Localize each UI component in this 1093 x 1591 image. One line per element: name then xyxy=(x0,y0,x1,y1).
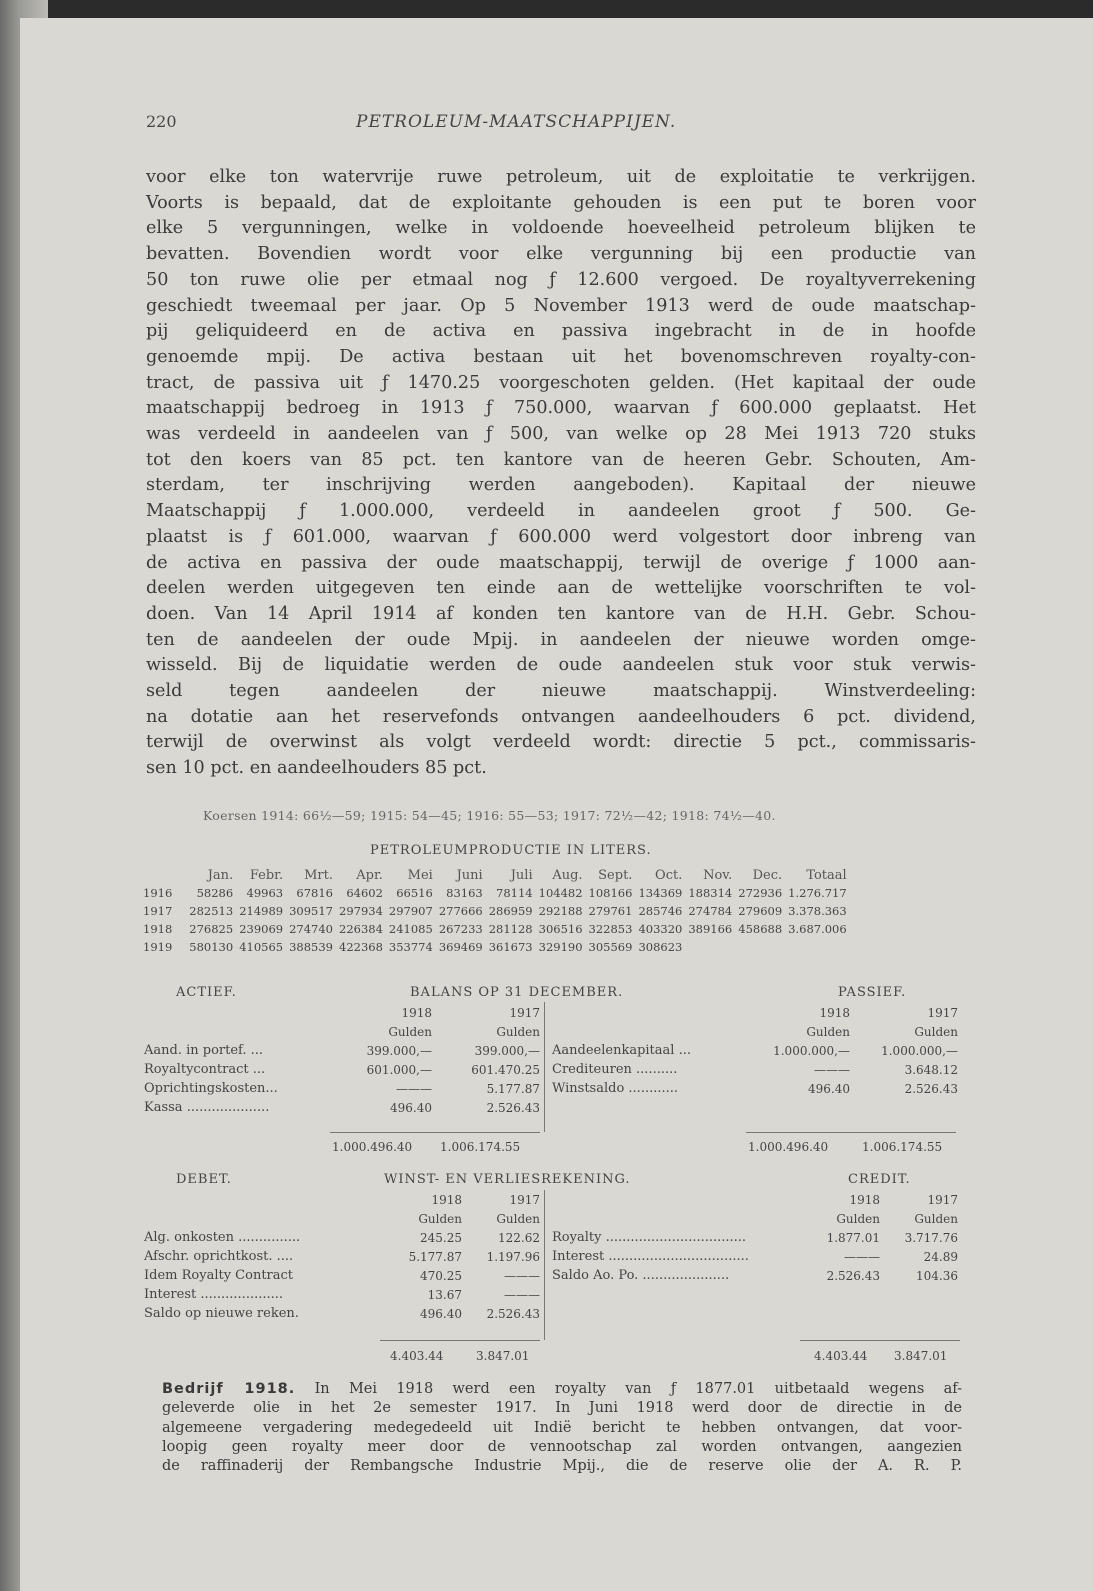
production-cell: 1916 xyxy=(143,886,173,900)
body-text xyxy=(146,165,976,782)
fin-cell: ——— xyxy=(504,1287,540,1302)
production-cell: 239069 xyxy=(239,922,284,936)
fin-row xyxy=(548,1041,962,1060)
passief-heading: PASSIEF. xyxy=(838,985,907,1000)
production-header-cell: Juli xyxy=(510,867,533,883)
fin-row xyxy=(140,1266,544,1285)
production-cell: 104482 xyxy=(538,886,583,900)
production-cell: 226384 xyxy=(339,922,383,936)
fin-cell: 2.526.43 xyxy=(826,1268,880,1283)
body-line: terwijl de overwinst als volgt verdeeld wordt: directie 5 pct., commissaris- xyxy=(146,732,976,753)
fin-row xyxy=(548,1247,962,1266)
production-header-cell: Jan. xyxy=(207,867,234,883)
fin-cell: Crediteuren .......... xyxy=(552,1062,678,1077)
passief-total-1918: 1.000.496.40 xyxy=(748,1140,829,1154)
fin-cell: 496.40 xyxy=(390,1100,432,1115)
production-cell: 3.687.006 xyxy=(788,922,847,936)
body-line: tract, de passiva uit ƒ 1470.25 voorgeschoten gelden. (Het kapitaal der oude xyxy=(146,372,976,393)
fin-cell: Afschr. oprichtkost. .... xyxy=(144,1249,294,1264)
body-line: Voorts is bepaald, dat de exploitante gehouden is een put te boren voor xyxy=(146,192,976,213)
production-cell xyxy=(735,938,785,956)
body-line: tot den koers van 85 pct. ten kantore van de heeren Gebr. Schouten, Am- xyxy=(146,449,976,470)
passief-table xyxy=(548,1003,962,1098)
fin-row xyxy=(548,1060,962,1079)
footer-text xyxy=(162,1380,962,1476)
fin-cell xyxy=(140,1003,328,1022)
production-header-cell: Dec. xyxy=(752,867,783,883)
fin-cell: Saldo Ao. Po. ..................... xyxy=(552,1268,730,1283)
fin-row xyxy=(548,1079,962,1098)
fin-cell: 1917 xyxy=(509,1005,540,1020)
fin-cell xyxy=(140,1022,328,1041)
fin-cell: Gulden xyxy=(496,1211,540,1226)
fin-cell: 1917 xyxy=(927,1005,958,1020)
production-row xyxy=(140,920,850,938)
balance-title: BALANS OP 31 DECEMBER. xyxy=(410,985,624,1000)
body-line: pij geliquideerd en de activa en passiva ingebracht in de in hoofde xyxy=(146,321,976,342)
production-cell: 279761 xyxy=(588,904,633,918)
production-cell: 1919 xyxy=(143,940,173,954)
production-cell: 274740 xyxy=(289,922,333,936)
fin-cell: 13.67 xyxy=(427,1287,462,1302)
production-header-cell: Juni xyxy=(456,867,483,883)
body-line: de activa en passiva der oude maatschappij, terwijl de overige ƒ 1000 aan- xyxy=(146,552,976,573)
fin-cell: 3.717.76 xyxy=(904,1230,958,1245)
fin-cell: Aandeelenkapitaal ... xyxy=(552,1043,691,1058)
production-cell: 403320 xyxy=(638,922,683,936)
fin-cell: 496.40 xyxy=(808,1081,850,1096)
production-cell: 369469 xyxy=(438,940,483,954)
fin-row xyxy=(140,1060,544,1079)
production-header-cell: Febr. xyxy=(249,867,284,883)
production-cell: 83163 xyxy=(446,886,483,900)
production-row xyxy=(140,902,850,920)
production-cell: 49963 xyxy=(246,886,284,900)
production-cell: 322853 xyxy=(588,922,633,936)
body-line: sterdam, ter inschrijving werden aangeboden). Kapitaal der nieuwe xyxy=(146,475,976,496)
body-line: voor elke ton watervrije ruwe petroleum, uit de exploitatie te verkrijgen. xyxy=(146,167,976,187)
body-line: geschiedt tweemaal per jaar. Op 5 November 1913 werd de oude maatschap- xyxy=(146,295,976,316)
production-cell: 272936 xyxy=(738,886,783,900)
body-line: sen 10 pct. en aandeelhouders 85 pct. xyxy=(146,758,487,779)
production-cell xyxy=(685,938,735,956)
production-header-cell: Totaal xyxy=(806,867,847,883)
actief-total-1917: 1.006.174.55 xyxy=(440,1140,521,1154)
fin-row xyxy=(140,1228,544,1247)
production-cell: 3.378.363 xyxy=(788,904,847,918)
fin-row xyxy=(548,1266,962,1285)
fin-cell: Gulden xyxy=(914,1024,958,1039)
production-cell: 353774 xyxy=(388,940,433,954)
production-cell xyxy=(785,938,850,956)
footer-line: geleverde olie in het 2e semester 1917. In Juni 1918 werd door de directie in de xyxy=(162,1400,962,1417)
fin-cell: 1918 xyxy=(849,1192,880,1207)
body-line: doen. Van 14 April 1914 af konden ten kantore van de H.H. Gebr. Schou- xyxy=(146,603,976,624)
footer-line: de raffinaderij der Rembangsche Industrie Mpij., die de reserve olie der A. R. P. xyxy=(162,1458,962,1475)
fin-cell: 5.177.87 xyxy=(408,1249,462,1264)
fin-cell: 24.89 xyxy=(923,1249,958,1264)
production-row xyxy=(140,884,850,902)
credit-total-rule xyxy=(800,1340,960,1341)
production-cell: 281128 xyxy=(488,922,533,936)
fin-cell xyxy=(548,1003,746,1022)
production-cell: 58286 xyxy=(196,886,234,900)
production-cell: 67816 xyxy=(296,886,333,900)
fin-cell xyxy=(548,1190,806,1209)
fin-cell: 2.526.43 xyxy=(486,1100,540,1115)
production-cell: 1918 xyxy=(143,922,173,936)
fin-cell: 3.648.12 xyxy=(904,1062,958,1077)
passief-total-rule xyxy=(746,1132,956,1133)
fin-cell: Saldo op nieuwe reken. xyxy=(144,1306,299,1321)
production-cell: 309517 xyxy=(289,904,333,918)
fin-cell: Oprichtingskosten... xyxy=(144,1081,278,1096)
body-line: na dotatie aan het reservefonds ontvangen aandeelhouders 6 pct. dividend, xyxy=(146,706,976,727)
production-cell: 306516 xyxy=(538,922,583,936)
production-cell: 1917 xyxy=(143,904,173,918)
fin-cell: 601.000,— xyxy=(366,1062,432,1077)
production-cell: 297907 xyxy=(388,904,433,918)
production-cell: 134369 xyxy=(638,886,683,900)
production-cell: 274784 xyxy=(688,904,733,918)
actief-heading: ACTIEF. xyxy=(176,985,237,1000)
fin-cell: Gulden xyxy=(388,1024,432,1039)
body-line: deelen werden uitgegeven ten einde aan de wettelijke voorschriften te vol- xyxy=(146,578,976,599)
production-cell: 308623 xyxy=(638,940,683,954)
debet-total-1917: 3.847.01 xyxy=(476,1349,530,1363)
debet-total-rule xyxy=(380,1340,540,1341)
production-cell: 188314 xyxy=(688,886,733,900)
fin-cell: Royaltycontract ... xyxy=(144,1062,266,1077)
page-header xyxy=(146,112,966,136)
fin-cell: 5.177.87 xyxy=(486,1081,540,1096)
production-cell: 285746 xyxy=(638,904,683,918)
fin-cell: 496.40 xyxy=(420,1306,462,1321)
fin-cell xyxy=(140,1190,388,1209)
debet-table xyxy=(140,1190,544,1323)
production-header-cell: Mrt. xyxy=(304,867,333,883)
fin-cell: 2.526.43 xyxy=(904,1081,958,1096)
fin-cell: 1918 xyxy=(431,1192,462,1207)
production-cell: 64602 xyxy=(346,886,383,900)
actief-table xyxy=(140,1003,544,1117)
production-header-cell: Aug. xyxy=(552,867,583,883)
body-line: 50 ton ruwe olie per etmaal nog ƒ 12.600 vergoed. De royaltyverrekening xyxy=(146,269,976,290)
fin-cell: 1.197.96 xyxy=(486,1249,540,1264)
fin-cell: ——— xyxy=(396,1081,432,1096)
body-line: genoemde mpij. De activa bestaan uit het bovenomschreven royalty-con- xyxy=(146,346,976,367)
fin-cell: 1918 xyxy=(401,1005,432,1020)
production-cell: 282513 xyxy=(189,904,234,918)
fin-cell: Gulden xyxy=(806,1024,850,1039)
production-cell: 276825 xyxy=(189,922,234,936)
credit-heading: CREDIT. xyxy=(848,1172,911,1187)
production-header-cell: Mei xyxy=(407,867,433,883)
fin-cell: 1917 xyxy=(927,1192,958,1207)
production-cell: 580130 xyxy=(189,940,234,954)
fin-row xyxy=(140,1247,544,1266)
fin-row xyxy=(548,1228,962,1247)
fin-cell: ——— xyxy=(814,1062,850,1077)
body-line: seld tegen aandeelen der nieuwe maatschappij. Winstverdeeling: xyxy=(146,681,976,702)
fin-cell: 104.36 xyxy=(916,1268,958,1283)
production-cell: 1.276.717 xyxy=(788,886,847,900)
fin-cell: Gulden xyxy=(418,1211,462,1226)
production-header-cell: Apr. xyxy=(356,867,383,883)
body-line: maatschappij bedroeg in 1913 ƒ 750.000, waarvan ƒ 600.000 geplaatst. Het xyxy=(146,398,976,419)
fin-row xyxy=(140,1304,544,1323)
production-cell: 297934 xyxy=(339,904,383,918)
production-cell: 410565 xyxy=(239,940,284,954)
fin-row xyxy=(140,1098,544,1117)
production-cell: 66516 xyxy=(396,886,433,900)
credit-total-1918: 4.403.44 xyxy=(814,1349,868,1363)
fin-cell: ——— xyxy=(844,1249,880,1264)
fin-cell: Alg. onkosten ............... xyxy=(144,1230,301,1245)
production-cell: 458688 xyxy=(738,922,783,936)
fin-cell: Gulden xyxy=(914,1211,958,1226)
fin-cell: 399.000,— xyxy=(474,1043,540,1058)
fin-cell: 1.877.01 xyxy=(826,1230,880,1245)
body-line: wisseld. Bij de liquidatie werden de oude aandeelen stuk voor stuk verwis- xyxy=(146,655,976,676)
fin-cell: ——— xyxy=(504,1268,540,1283)
fin-cell: 122.62 xyxy=(498,1230,540,1245)
fin-cell: 470.25 xyxy=(420,1268,462,1283)
passief-total-1917: 1.006.174.55 xyxy=(862,1140,943,1154)
pl-title: WINST- EN VERLIESREKENING. xyxy=(384,1172,631,1187)
body-line: was verdeeld in aandeelen van ƒ 500, van welke op 28 Mei 1913 720 stuks xyxy=(146,424,976,445)
section-label: Bedrijf 1918. xyxy=(162,1381,296,1397)
credit-table xyxy=(548,1190,962,1285)
production-cell: 214989 xyxy=(239,904,284,918)
production-cell: 422368 xyxy=(339,940,383,954)
fin-cell: 1917 xyxy=(509,1192,540,1207)
fin-cell: Royalty .................................. xyxy=(552,1230,747,1245)
fin-cell: 1.000.000,— xyxy=(773,1043,850,1058)
fin-cell: 2.526.43 xyxy=(486,1306,540,1321)
production-cell: 329190 xyxy=(538,940,583,954)
production-cell: 361673 xyxy=(488,940,533,954)
running-title: PETROLEUM-MAATSCHAPPIJEN. xyxy=(356,112,677,132)
production-row xyxy=(140,938,850,956)
production-header-cell: Nov. xyxy=(703,867,733,883)
fin-cell xyxy=(548,1022,746,1041)
production-table xyxy=(140,866,850,956)
debet-heading: DEBET. xyxy=(176,1172,232,1187)
production-cell: 277666 xyxy=(438,904,483,918)
fin-cell: 1.000.000,— xyxy=(881,1043,958,1058)
fin-cell: 1918 xyxy=(819,1005,850,1020)
fin-cell xyxy=(548,1209,806,1228)
page-number: 220 xyxy=(146,112,177,131)
actief-total-1918: 1.000.496.40 xyxy=(332,1140,413,1154)
actief-total-rule xyxy=(330,1132,540,1133)
fin-cell: Interest .................... xyxy=(144,1287,284,1302)
footer-line: Bedrijf 1918. In Mei 1918 werd een royalty van ƒ 1877.01 uitbetaald wegens af- xyxy=(162,1381,963,1397)
fin-row xyxy=(140,1285,544,1304)
body-line: plaatst is ƒ 601.000, waarvan ƒ 600.000 werd volgestort door inbreng van xyxy=(146,526,976,547)
production-header-cell: Sept. xyxy=(598,867,633,883)
body-line: Maatschappij ƒ 1.000.000, verdeeld in aandeelen groot ƒ 500. Ge- xyxy=(146,501,976,522)
production-cell: 292188 xyxy=(538,904,583,918)
fin-cell: Gulden xyxy=(496,1024,540,1039)
debet-total-1918: 4.403.44 xyxy=(390,1349,444,1363)
fin-cell: Kassa .................... xyxy=(144,1100,270,1115)
balance-divider xyxy=(544,1002,545,1132)
production-cell: 279609 xyxy=(738,904,783,918)
fin-cell: 601.470.25 xyxy=(471,1062,540,1077)
fin-cell: Interest .................................. xyxy=(552,1249,749,1264)
production-cell: 286959 xyxy=(488,904,533,918)
fin-cell: Aand. in portef. ... xyxy=(144,1043,264,1058)
production-cell: 267233 xyxy=(438,922,483,936)
footer-line: algemeene vergadering medegedeeld uit Indië bericht te hebben ontvangen, dat voor- xyxy=(162,1419,962,1436)
production-cell: 241085 xyxy=(388,922,433,936)
footer-line: loopig geen royalty meer door de vennootschap zal worden ontvangen, aangezien xyxy=(162,1438,962,1455)
fin-cell: Winstsaldo ............ xyxy=(552,1081,679,1096)
production-header-cell: Oct. xyxy=(655,867,683,883)
fin-row xyxy=(140,1041,544,1060)
fin-row xyxy=(140,1079,544,1098)
fin-cell: Gulden xyxy=(836,1211,880,1226)
fin-cell: 245.25 xyxy=(420,1230,462,1245)
credit-total-1917: 3.847.01 xyxy=(894,1349,948,1363)
body-line: elke 5 vergunningen, welke in voldoende hoeveelheid petroleum blijken te xyxy=(146,218,976,239)
fin-cell xyxy=(140,1209,388,1228)
production-cell: 389166 xyxy=(688,922,733,936)
production-cell: 305569 xyxy=(588,940,633,954)
fin-cell: 399.000,— xyxy=(366,1043,432,1058)
production-cell: 78114 xyxy=(496,886,533,900)
body-line: ten de aandeelen der oude Mpij. in aandeelen der nieuwe worden omge- xyxy=(146,629,976,650)
production-title: PETROLEUMPRODUCTIE IN LITERS. xyxy=(370,843,652,858)
pl-divider xyxy=(544,1190,545,1340)
body-line: bevatten. Bovendien wordt voor elke vergunning bij een productie van xyxy=(146,244,976,265)
production-header-cell xyxy=(140,866,186,884)
koersen-line: Koersen 1914: 66½—59; 1915: 54—45; 1916: 55—53; 1917: 72½—42; 1918: 74½—40. xyxy=(203,808,776,823)
production-cell: 388539 xyxy=(289,940,333,954)
fin-cell: Idem Royalty Contract xyxy=(144,1268,294,1283)
production-cell: 108166 xyxy=(588,886,633,900)
